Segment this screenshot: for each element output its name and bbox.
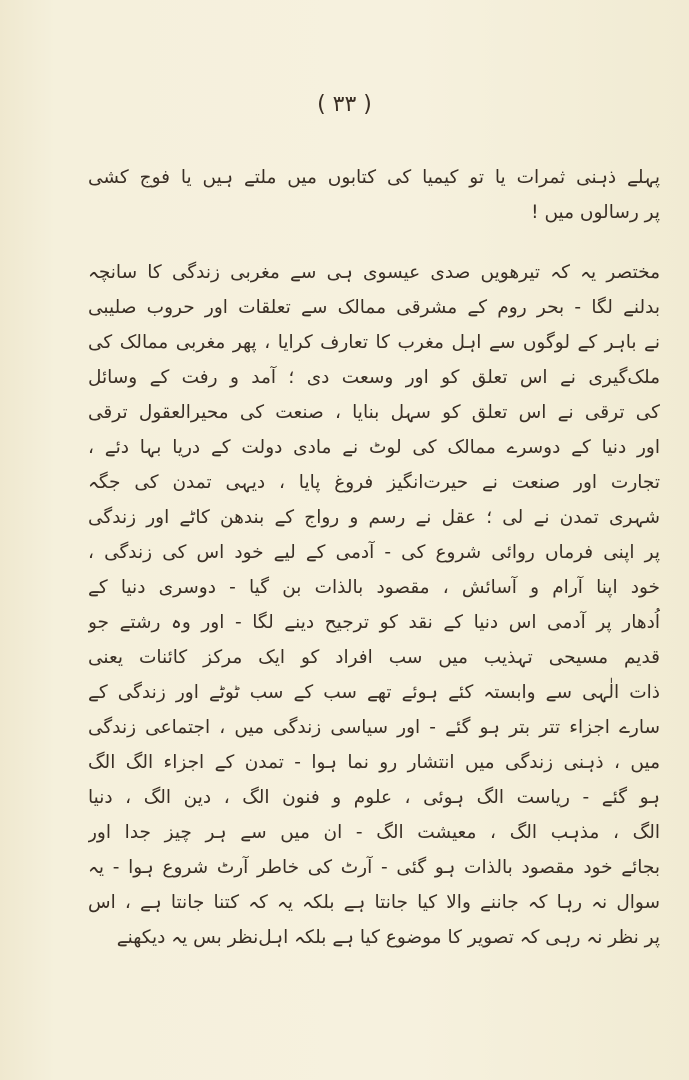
text-line: ذات الٰہی سے وابستہ کئے ہوئے تھے سب کے سب ٹوٹے اور زندگی کے — [88, 682, 660, 703]
paragraph-1 — [88, 160, 660, 230]
text-line: پر اپنی فرماں روائی شروع کی - آدمی کے لیے خود اس کی زندگی ، — [88, 542, 660, 563]
text-line: ہو گئے - ریاست الگ ہوئی ، علوم و فنون الگ ، دین الگ ، دنیا — [88, 787, 660, 808]
text-line: کی ترقی نے اس تعلق کو سہل بنایا ، صنعت کی محیرالعقول ترقی — [88, 402, 660, 423]
text-line: ملک‌گیری نے اس تعلق کو اور وسعت دی ؛ آمد و رفت کے وسائل — [88, 367, 660, 388]
text-line: نے باہر کے لوگوں سے اہل مغرب کا تعارف کرایا ، پھر مغربی ممالک کی — [88, 332, 660, 353]
text-line: مختصر یہ کہ تیرھویں صدی عیسوی ہی سے مغربی زندگی کا سانچہ — [88, 262, 660, 283]
text-line: میں ، ذہنی زندگی میں انتشار رو نما ہوا - تمدن کے اجزاء الگ الگ — [88, 752, 660, 773]
text-line: خود اپنا آرام و آسائش ، مقصود بالذات بن گیا - دوسری دنیا کے — [88, 577, 660, 598]
text-line: الگ ، مذہب الگ ، معیشت الگ - ان میں سے ہر چیز جدا اور — [88, 822, 660, 843]
text-line: پر رسالوں میں ! — [531, 202, 660, 223]
text-line: بدلنے لگا - بحر روم کے مشرقی ممالک سے تعلقات اور حروب صلیبی — [88, 297, 660, 318]
text-line: سوال نہ رہا کہ جاننے والا کیا جانتا ہے بلکہ یہ کہ کتنا جانتا ہے ، اس — [88, 892, 660, 913]
text-line: قدیم مسیحی تہذیب میں سب افراد کو ایک مرکز کائنات یعنی — [88, 647, 660, 668]
text-line: اور دنیا کے دوسرے ممالک کی لوٹ نے مادی دولت کے دریا بہا دئے ، — [88, 437, 660, 458]
page-number: ( ٣٣ ) — [317, 92, 372, 117]
text-line: شہری تمدن نے لی ؛ عقل نے رسم و رواج کے بندھن کاٹے اور زندگی — [88, 507, 660, 528]
text-line: سارے اجزاء تتر بتر ہو گئے - اور سیاسی زندگی میں ، اجتماعی زندگی — [88, 717, 660, 738]
text-line: پر نظر نہ رہی کہ تصویر کا موضوع کیا ہے بلکہ اہل‌نظر بس یہ دیکھنے — [116, 927, 660, 948]
text-line: پہلے ذہنی ثمرات یا تو کیمیا کی کتابوں میں ملتے ہیں یا فوج کشی — [88, 167, 660, 188]
paragraph-2 — [88, 255, 660, 955]
text-line: بجائے خود مقصود بالذات ہو گئی - آرٹ کی خاطر آرٹ شروع ہوا - یہ — [88, 857, 660, 878]
text-line: اُدھار پر آدمی اس دنیا کے نقد کو ترجیح دینے لگا - اور وہ رشتے جو — [88, 612, 660, 633]
text-line: تجارت اور صنعت نے حیرت‌انگیز فروغ پایا ، دیہی تمدن کی جگہ — [88, 472, 660, 493]
